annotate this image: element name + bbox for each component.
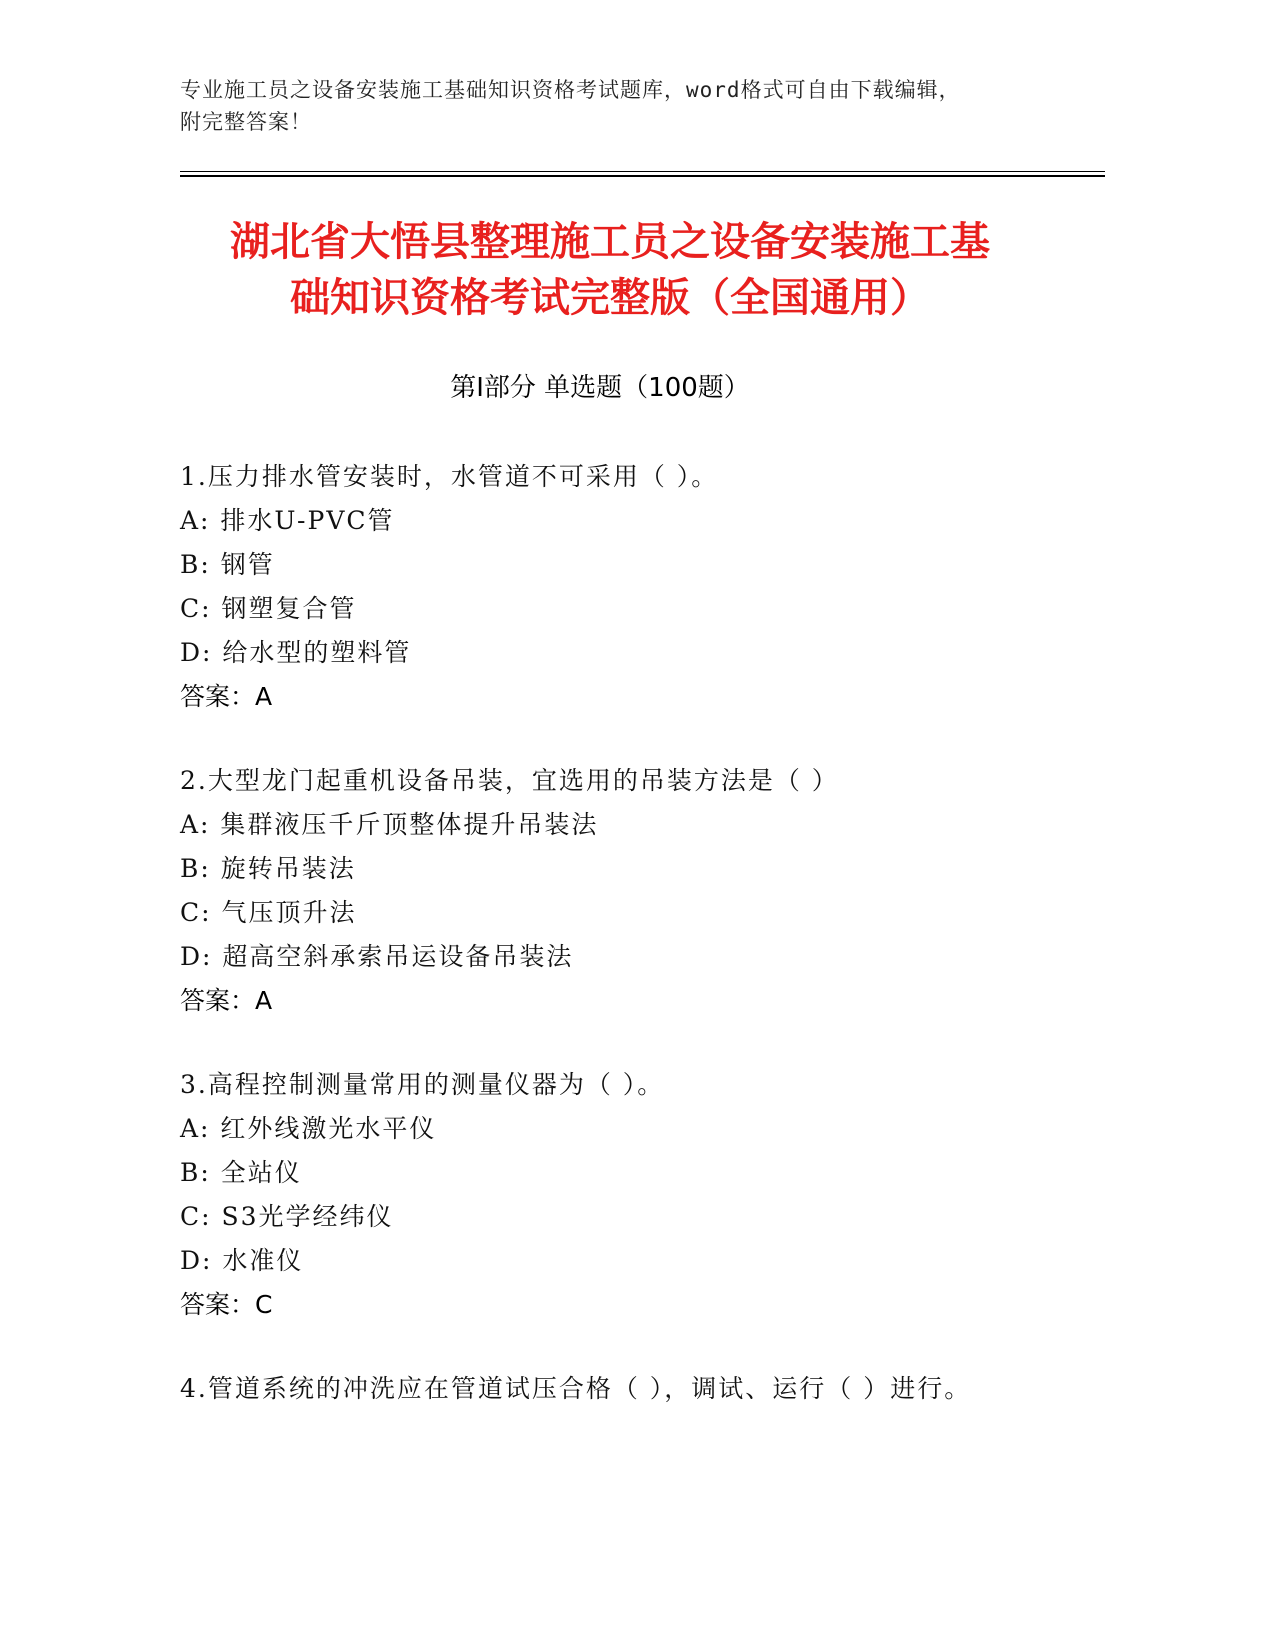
option-c: C: 钢塑复合管 [180,594,357,623]
question-2 [180,759,1080,1023]
header-line-2: 附完整答案！ [180,110,312,134]
option-a: A: 红外线激光水平仪 [180,1114,437,1143]
option-b: B: 全站仪 [180,1158,302,1187]
option-c: C: 气压顶升法 [180,898,357,927]
option-b: B: 旋转吊装法 [180,854,356,883]
document-title [150,214,1070,326]
header-note [180,74,1060,138]
option-d: D: 给水型的塑料管 [180,638,412,667]
question-stem: 2.大型龙门起重机设备吊装，宜选用的吊装方法是（ ） [180,766,839,795]
option-c: C: S3光学经纬仪 [180,1202,394,1231]
option-d: D: 超高空斜承索吊运设备吊装法 [180,942,574,971]
question-list [180,455,1080,1451]
question-3 [180,1063,1080,1327]
option-a: A: 排水U-PVC管 [180,506,395,535]
option-b: B: 钢管 [180,550,275,579]
option-a: A: 集群液压千斤顶整体提升吊装法 [180,810,599,839]
question-1 [180,455,1080,719]
question-stem: 3.高程控制测量常用的测量仪器为（ ）。 [180,1070,665,1099]
answer: 答案：C [180,1290,273,1319]
header-line-1: 专业施工员之设备安装施工基础知识资格考试题库，word格式可自由下载编辑， [180,78,961,102]
question-stem: 4.管道系统的冲洗应在管道试压合格（ ），调试、运行（ ）进行。 [180,1374,972,1403]
title-line-2: 础知识资格考试完整版（全国通用） [290,275,930,321]
header-divider-thin [180,171,1105,172]
question-stem: 1.压力排水管安装时，水管道不可采用（ ）。 [180,462,719,491]
option-d: D: 水准仪 [180,1246,304,1275]
title-line-1: 湖北省大悟县整理施工员之设备安装施工基 [230,219,990,265]
section-heading: 第Ⅰ部分 单选题（100题） [450,373,750,403]
question-4 [180,1367,1080,1411]
answer: 答案：A [180,986,273,1015]
answer: 答案：A [180,682,273,711]
header-divider-thick [180,175,1105,177]
